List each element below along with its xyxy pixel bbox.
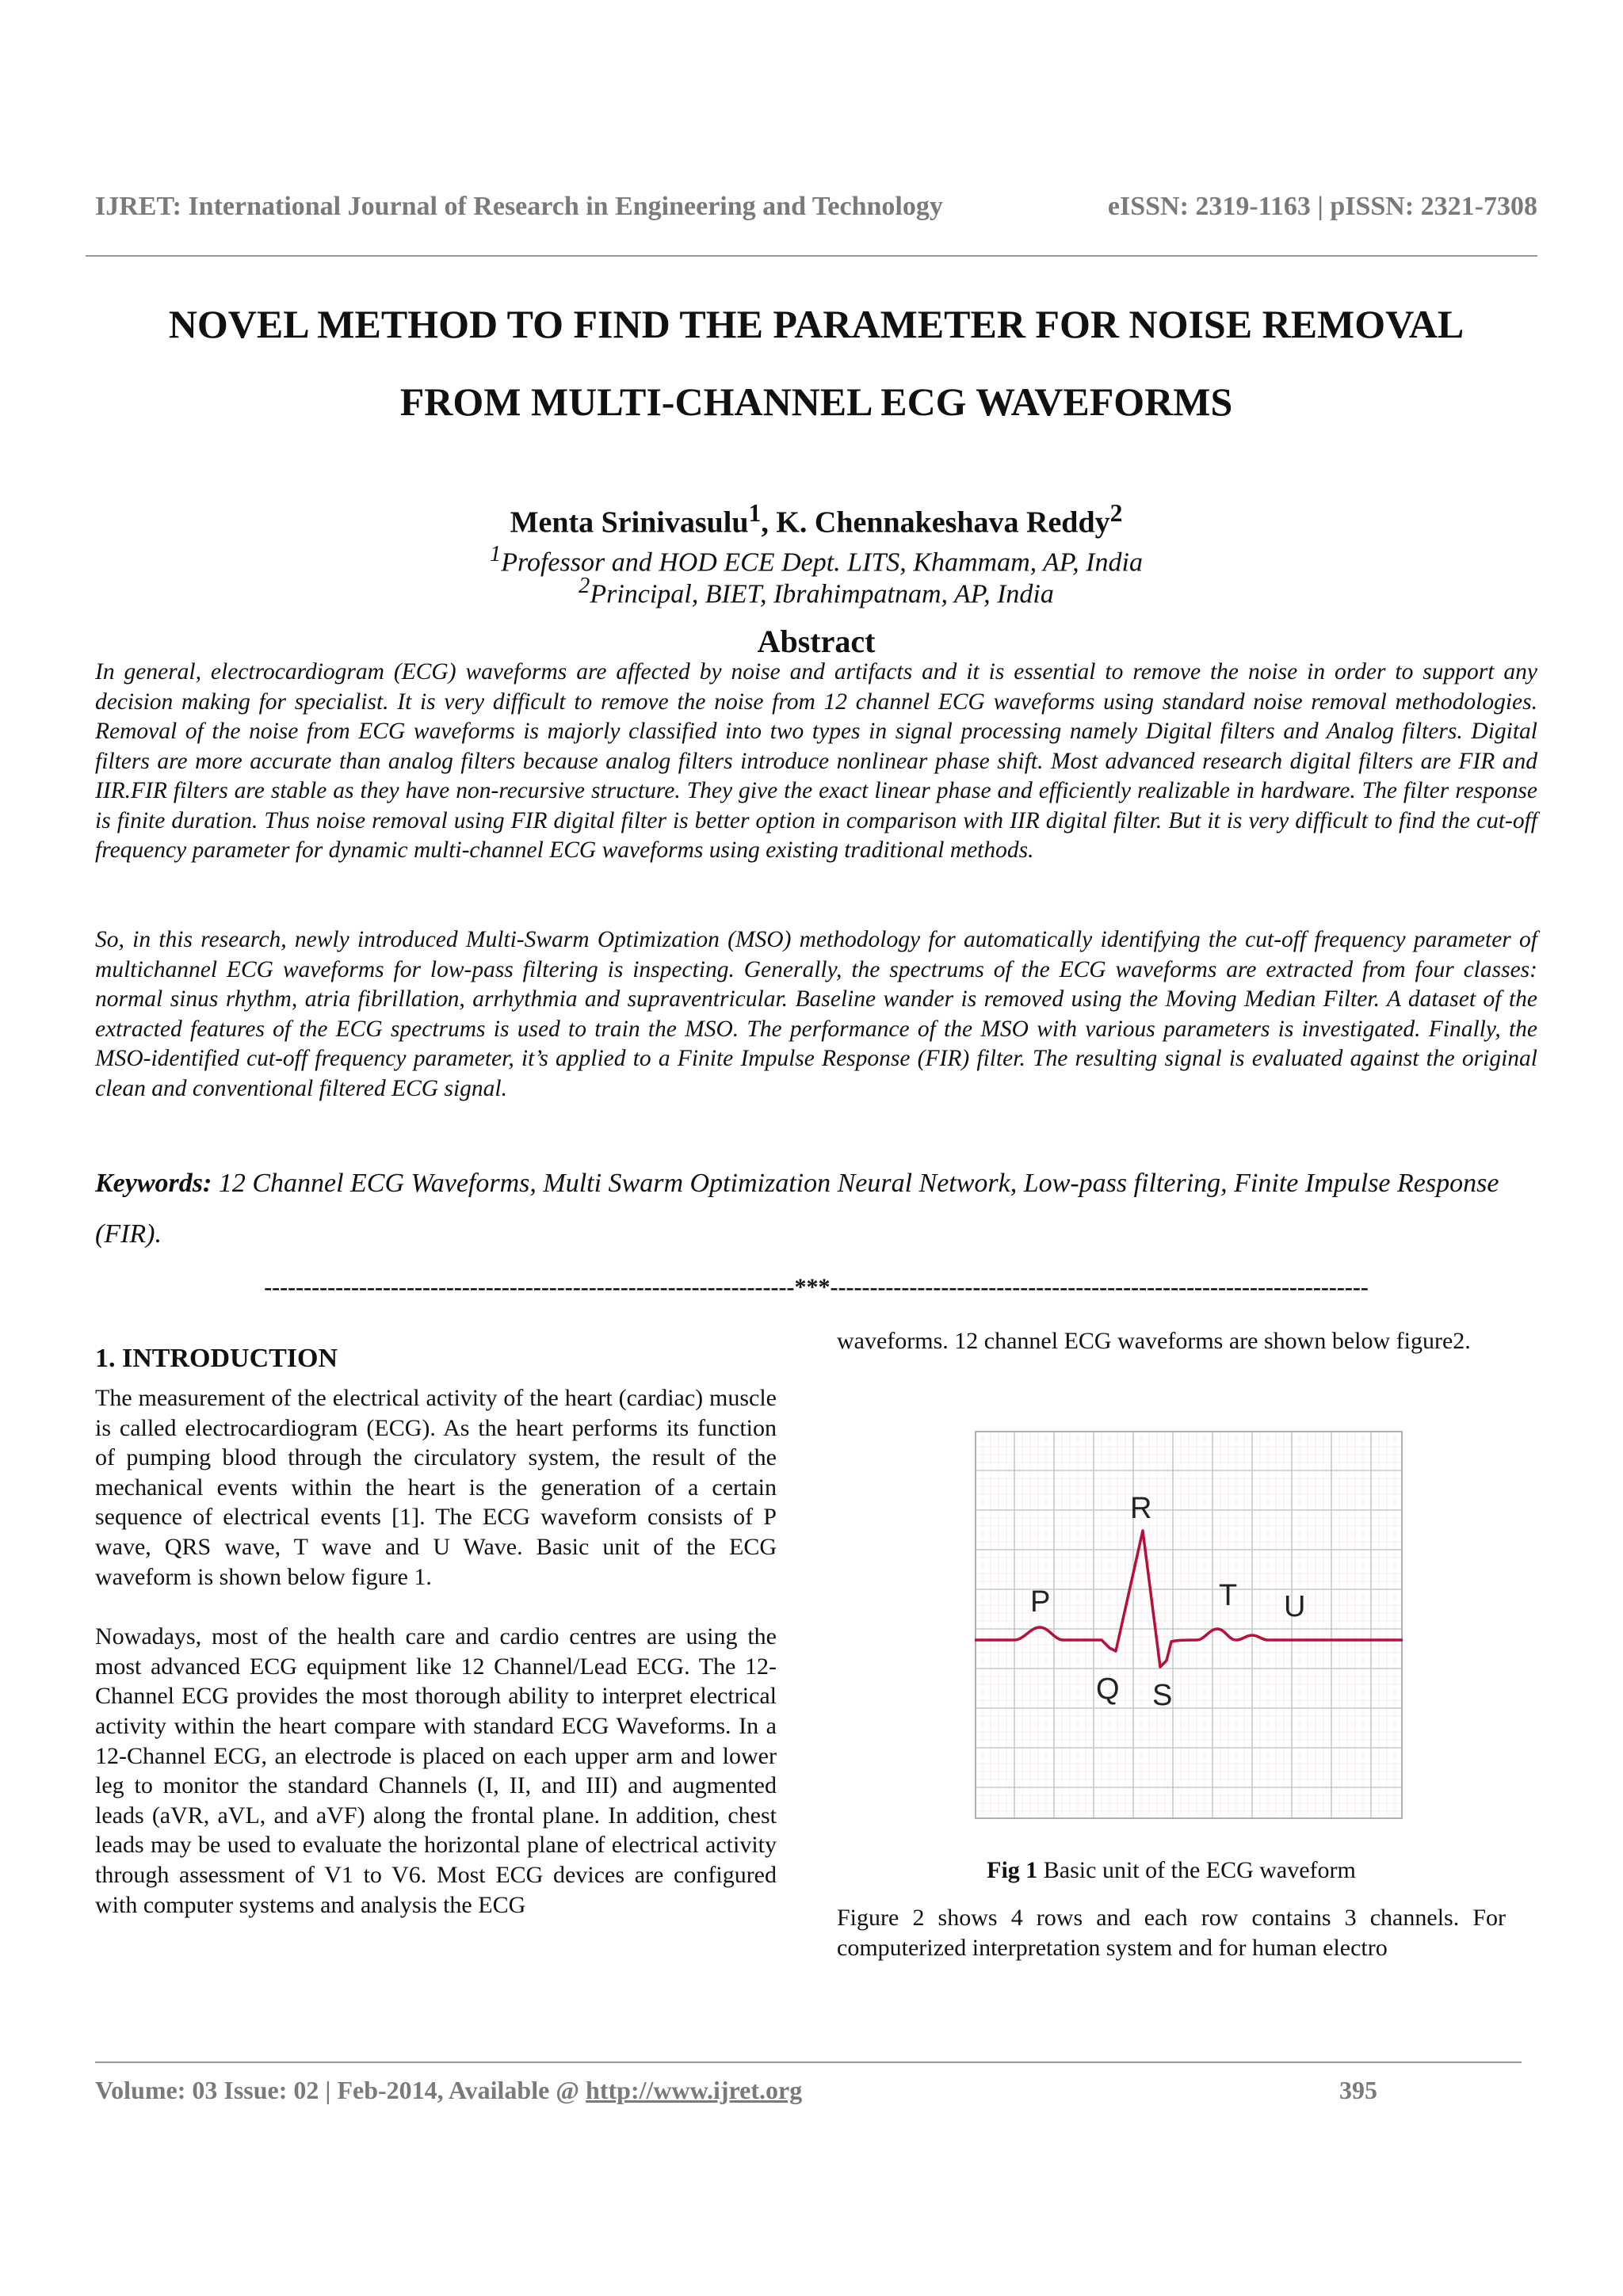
ecg-waveform-diagram	[975, 1431, 1403, 1819]
footer-divider	[95, 2061, 1522, 2063]
label-p: P	[1030, 1585, 1051, 1619]
author-separator: ,	[761, 505, 777, 540]
running-header	[95, 192, 1537, 222]
keywords-text: 12 Channel ECG Waveforms, Multi Swarm Optimization Neural Network, Low-pass filtering, Finite Impulse Response (FIR).	[95, 1169, 1499, 1249]
label-u: U	[1284, 1590, 1306, 1623]
introduction-paragraph-2: Nowadays, most of the health care and cardio centres are using the most advanced ECG equipment like 12 Channel/Lead ECG. The 12-Channel ECG provides the most thorough ability to interpret electrical activity within the heart compare with standard ECG Waveforms. In a 12-Channel ECG, an electrode is placed on each upper arm and lower leg to monitor the standard Channels (I, II, and III) and augmented leads (aVR, aVL, and aVF) along the frontal plane. In addition, chest leads may be used to evaluate the horizontal plane of electrical activity through assessment of V1 to V6. Most ECG devices are configured with computer systems and analysis the ECG	[95, 1623, 777, 1918]
abstract-paragraph-1: In general, electrocardiogram (ECG) waveforms are affected by noise and artifacts and it is essential to remove the noise in order to support any decision making for specialist. It is very difficult to remove the noise from 12 channel ECG waveforms using standard noise removal methodologies. Removal of the noise from ECG waveforms is majorly classified into two types in signal processing namely Digital filters and Analog filters. Digital filters are more accurate than analog filters because analog filters introduce nonlinear phase shift. Most advanced research digital filters are FIR and IIR.FIR filters are stable as they have non-recursive structure. They give the exact linear phase and efficiently realizable in hardware. The filter response is finite duration. Thus noise removal using FIR digital filter is better option in comparison with IIR digital filter. But it is very difficult to find the cut-off frequency parameter for dynamic multi-channel ECG waveforms using existing traditional methods.	[95, 659, 1537, 863]
keywords	[95, 1158, 1537, 1260]
affiliation-1-text: Professor and HOD ECE Dept. LITS, Khammam, AP, India	[501, 547, 1143, 578]
figure-caption-label: Fig 1	[987, 1857, 1038, 1883]
abstract-heading: Abstract	[757, 624, 876, 659]
affiliation-2	[95, 574, 1537, 609]
title-line-2: FROM MULTI-CHANNEL ECG WAVEFORMS	[399, 379, 1233, 424]
issn: eISSN: 2319-1163 | pISSN: 2321-7308	[1107, 192, 1537, 221]
affiliation-2-sup: 2	[579, 574, 590, 598]
label-s: S	[1152, 1679, 1173, 1712]
ecg-grid	[975, 1431, 1403, 1819]
affiliation-1-sup: 1	[490, 542, 502, 566]
figure-caption	[837, 1857, 1506, 1884]
right-column-paragraph-2: Figure 2 shows 4 rows and each row contains 3 channels. For computerized interpretation system and for human electro	[837, 1905, 1506, 1961]
section-separator: -------------------------------------------------------------------***--------------------------------------------------------------------	[264, 1274, 1369, 1300]
author-1: Menta Srinivasulu	[510, 505, 749, 540]
author-2: K. Chennakeshava Reddy	[776, 505, 1110, 540]
label-r: R	[1130, 1492, 1152, 1525]
abstract-paragraph-2: So, in this research, newly introduced Multi-Swarm Optimization (MSO) methodology for automatically identifying the cut-off frequency parameter of multichannel ECG waveforms for low-pass filtering is inspecting. Generally, the spectrums of the ECG waveforms are extracted from four classes: normal sinus rhythm, atria fibrillation, arrhythmia and supraventricular. Baseline wander is removed using the Moving Median Filter. A dataset of the extracted features of the ECG spectrums is used to train the MSO. The performance of the MSO with various parameters is investigated. Finally, the MSO-identified cut-off frequency parameter, it’s applied to a Finite Impulse Response (FIR) filter. The resulting signal is evaluated against the original clean and conventional filtered ECG signal.	[95, 927, 1537, 1101]
footer-volume-text: Volume: 03 Issue: 02 | Feb-2014, Available @	[95, 2076, 586, 2104]
author-2-sup: 2	[1109, 499, 1123, 527]
author-list	[95, 499, 1537, 540]
paper-title	[95, 285, 1537, 441]
footer-volume	[95, 2076, 802, 2105]
right-column-paragraph-1: waveforms. 12 channel ECG waveforms are shown below figure2.	[837, 1328, 1471, 1354]
title-line-1: NOVEL METHOD TO FIND THE PARAMETER FOR NOISE REMOVAL	[168, 302, 1465, 346]
left-column	[95, 1344, 777, 1920]
affiliation-2-text: Principal, BIET, Ibrahimpatnam, AP, India	[590, 579, 1054, 609]
introduction-heading: 1. INTRODUCTION	[95, 1344, 338, 1373]
author-1-sup: 1	[748, 499, 762, 527]
introduction-paragraph-1: The measurement of the electrical activity of the heart (cardiac) muscle is called electrocardiogram (ECG). As the heart performs its function of pumping blood through the circulatory system, the result of the mechanical events within the heart is the generation of a certain sequence of electrical events [1]. The ECG waveform consists of P wave, QRS wave, T wave and U Wave. Basic unit of the ECG waveform is shown below figure 1.	[95, 1385, 777, 1590]
keywords-label: Keywords:	[95, 1169, 212, 1198]
journal-name: IJRET: International Journal of Research in Engineering and Technology	[95, 192, 943, 221]
ecg-figure	[975, 1431, 1403, 1819]
page-number: 395	[1339, 2076, 1377, 2104]
affiliation-1	[95, 542, 1537, 578]
journal-url-link[interactable]: http://www.ijret.org	[586, 2076, 803, 2104]
header-divider	[86, 255, 1537, 257]
label-q: Q	[1096, 1672, 1120, 1706]
label-t: T	[1219, 1579, 1238, 1612]
figure-caption-text: Basic unit of the ECG waveform	[1043, 1857, 1356, 1883]
